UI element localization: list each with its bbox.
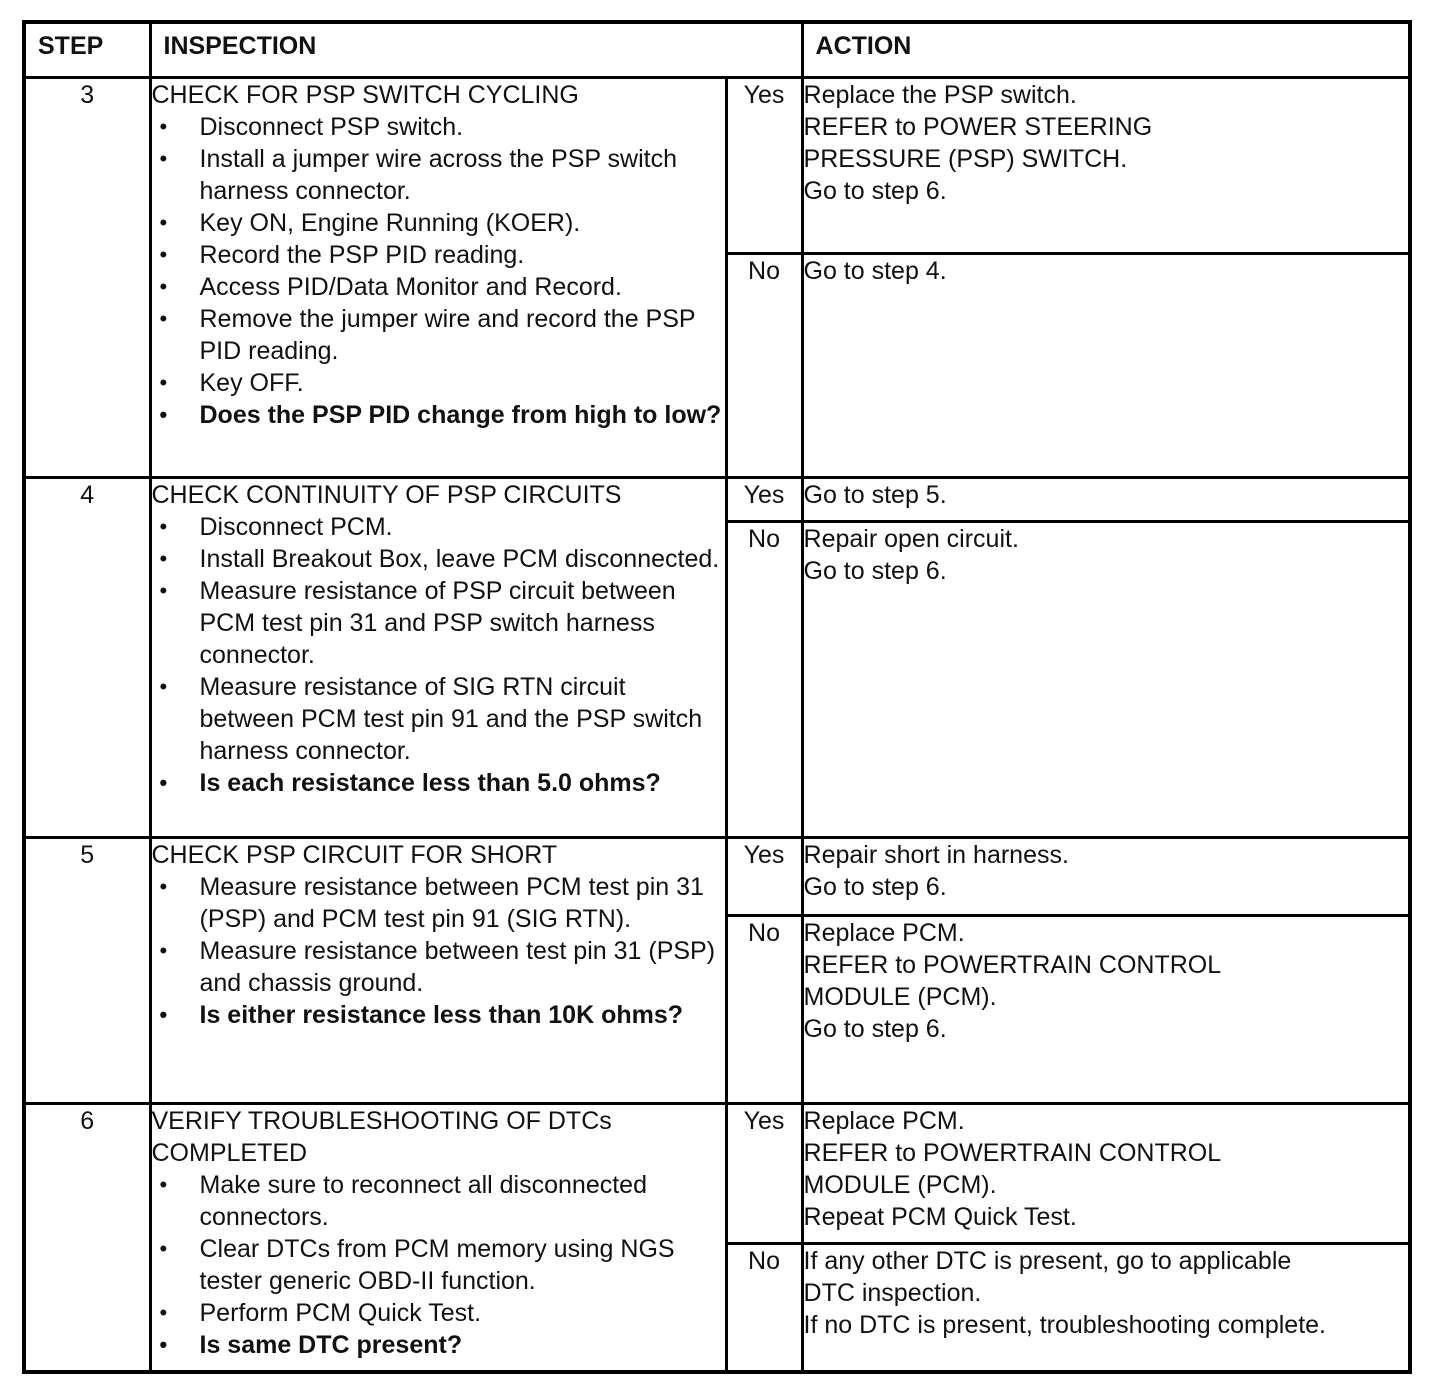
action-line: Replace PCM. (803, 919, 965, 947)
step-number: 6 (24, 1104, 150, 1372)
no-action-cell (802, 1244, 1410, 1372)
bullet-text: Measure resistance of SIG RTN circuit between PCM test pin 91 and the PSP switch harness connector. (199, 673, 703, 765)
inspection-cell (150, 478, 726, 838)
bullet-text: Perform PCM Quick Test. (199, 1299, 482, 1327)
action-line: Repeat PCM Quick Test. (803, 1203, 1077, 1231)
action-line: Replace PCM. (803, 1107, 965, 1135)
step-header: STEP (24, 22, 150, 78)
action-line: Replace the PSP switch. (803, 81, 1077, 109)
bullet-icon: • (159, 578, 168, 603)
inspection-bullet-item (152, 511, 725, 543)
action-header: ACTION (802, 22, 1410, 78)
bullet-text: Measure resistance of PSP circuit between PCM test pin 31 and PSP switch harness connector. (199, 577, 676, 669)
question-text: Does the PSP PID change from high to low? (199, 401, 722, 429)
inspection-title: CHECK FOR PSP SWITCH CYCLING (151, 81, 579, 109)
bullet-icon: • (159, 1236, 168, 1261)
header-row (24, 22, 1410, 78)
yes-label: Yes (726, 478, 802, 522)
inspection-bullets (152, 871, 725, 1031)
step-number: 4 (24, 478, 150, 838)
inspection-bullets (152, 111, 725, 431)
inspection-question (152, 767, 725, 799)
question-text: Is same DTC present? (199, 1331, 463, 1359)
question-text: Is either resistance less than 10K ohms? (199, 1001, 684, 1029)
bullet-text: Disconnect PCM. (199, 513, 393, 541)
inspection-title: VERIFY TROUBLESHOOTING OF DTCs COMPLETED (151, 1107, 612, 1167)
bullet-icon: • (159, 114, 168, 139)
bullet-icon: • (159, 1332, 168, 1357)
no-action-cell (802, 522, 1410, 838)
action-line: If any other DTC is present, go to applicable (803, 1247, 1292, 1275)
diagnostic-table (22, 20, 1412, 1374)
question-text: Is each resistance less than 5.0 ohms? (199, 769, 661, 797)
bullet-icon: • (159, 874, 168, 899)
bullet-icon: • (159, 770, 168, 795)
bullet-icon: • (159, 306, 168, 331)
action-line: REFER to POWERTRAIN CONTROL (803, 951, 1222, 979)
bullet-text: Key ON, Engine Running (KOER). (199, 209, 581, 237)
bullet-icon: • (159, 514, 168, 539)
inspection-bullet-item (152, 671, 725, 767)
inspection-header: INSPECTION (150, 22, 802, 78)
inspection-bullet-item (152, 1169, 725, 1233)
bullet-text: Install a jumper wire across the PSP switch harness connector. (199, 145, 678, 205)
yes-action-cell (802, 78, 1410, 254)
action-line: Go to step 6. (803, 557, 947, 585)
yes-action-cell (802, 838, 1410, 916)
inspection-title: CHECK PSP CIRCUIT FOR SHORT (151, 841, 558, 869)
no-label: No (726, 522, 802, 838)
bullet-text: Install Breakout Box, leave PCM disconnected. (199, 545, 720, 573)
no-action-cell (802, 254, 1410, 478)
inspection-bullet-item (152, 239, 725, 271)
bullet-icon: • (159, 210, 168, 235)
action-line: Repair open circuit. (803, 525, 1019, 553)
action-line: MODULE (PCM). (803, 983, 997, 1011)
inspection-question (152, 399, 725, 431)
inspection-bullet-item (152, 143, 725, 207)
inspection-title: CHECK CONTINUITY OF PSP CIRCUITS (151, 481, 622, 509)
inspection-question (152, 1329, 725, 1361)
yes-label: Yes (726, 838, 802, 916)
step-row-yes (24, 1104, 1410, 1244)
bullet-icon: • (159, 1002, 168, 1027)
inspection-bullet-item (152, 367, 725, 399)
inspection-cell (150, 838, 726, 1104)
inspection-question (152, 999, 725, 1031)
action-line: Go to step 6. (803, 177, 947, 205)
diagnostic-table-page (22, 20, 1408, 1374)
bullet-text: Remove the jumper wire and record the PSP PID reading. (199, 305, 696, 365)
inspection-cell (150, 1104, 726, 1372)
bullet-icon: • (159, 402, 168, 427)
bullet-icon: • (159, 1300, 168, 1325)
inspection-bullet-item (152, 1233, 725, 1297)
bullet-text: Record the PSP PID reading. (199, 241, 525, 269)
step-number: 3 (24, 78, 150, 478)
inspection-bullet-item (152, 271, 725, 303)
bullet-icon: • (159, 370, 168, 395)
inspection-bullet-item (152, 575, 725, 671)
yes-action-cell (802, 1104, 1410, 1244)
bullet-text: Disconnect PSP switch. (199, 113, 464, 141)
step-row-yes (24, 838, 1410, 916)
bullet-icon: • (159, 546, 168, 571)
yes-label: Yes (726, 1104, 802, 1244)
bullet-text: Make sure to reconnect all disconnected connectors. (199, 1171, 647, 1231)
bullet-icon: • (159, 938, 168, 963)
step-row-yes (24, 78, 1410, 254)
inspection-bullet-item (152, 935, 725, 999)
no-action-cell (802, 916, 1410, 1104)
action-line: Go to step 6. (803, 873, 947, 901)
bullet-icon: • (159, 1172, 168, 1197)
inspection-bullet-item (152, 1297, 725, 1329)
bullet-icon: • (159, 146, 168, 171)
bullet-icon: • (159, 674, 168, 699)
bullet-icon: • (159, 274, 168, 299)
bullet-text: Access PID/Data Monitor and Record. (199, 273, 622, 301)
action-line: Repair short in harness. (803, 841, 1069, 869)
inspection-bullets (152, 511, 725, 799)
no-label: No (726, 254, 802, 478)
action-line: Go to step 6. (803, 1015, 947, 1043)
yes-label: Yes (726, 78, 802, 254)
bullet-icon: • (159, 242, 168, 267)
no-label: No (726, 916, 802, 1104)
inspection-cell (150, 78, 726, 478)
inspection-bullet-item (152, 207, 725, 239)
step-number: 5 (24, 838, 150, 1104)
yes-action-cell (802, 478, 1410, 522)
action-line: MODULE (PCM). (803, 1171, 997, 1199)
action-line: PRESSURE (PSP) SWITCH. (803, 145, 1128, 173)
inspection-bullets (152, 1169, 725, 1361)
no-label: No (726, 1244, 802, 1372)
bullet-text: Measure resistance between PCM test pin 31 (PSP) and PCM test pin 91 (SIG RTN). (199, 873, 704, 933)
action-line: REFER to POWER STEERING (803, 113, 1153, 141)
bullet-text: Measure resistance between test pin 31 (PSP) and chassis ground. (199, 937, 716, 997)
action-line: If no DTC is present, troubleshooting complete. (803, 1311, 1327, 1339)
action-line: DTC inspection. (803, 1279, 982, 1307)
action-line: Go to step 4. (803, 257, 947, 285)
inspection-bullet-item (152, 871, 725, 935)
step-row-yes (24, 478, 1410, 522)
action-line: Go to step 5. (803, 481, 947, 509)
action-line: REFER to POWERTRAIN CONTROL (803, 1139, 1222, 1167)
inspection-bullet-item (152, 111, 725, 143)
bullet-text: Key OFF. (199, 369, 304, 397)
inspection-bullet-item (152, 543, 725, 575)
bullet-text: Clear DTCs from PCM memory using NGS tester generic OBD-II function. (199, 1235, 675, 1295)
inspection-bullet-item (152, 303, 725, 367)
